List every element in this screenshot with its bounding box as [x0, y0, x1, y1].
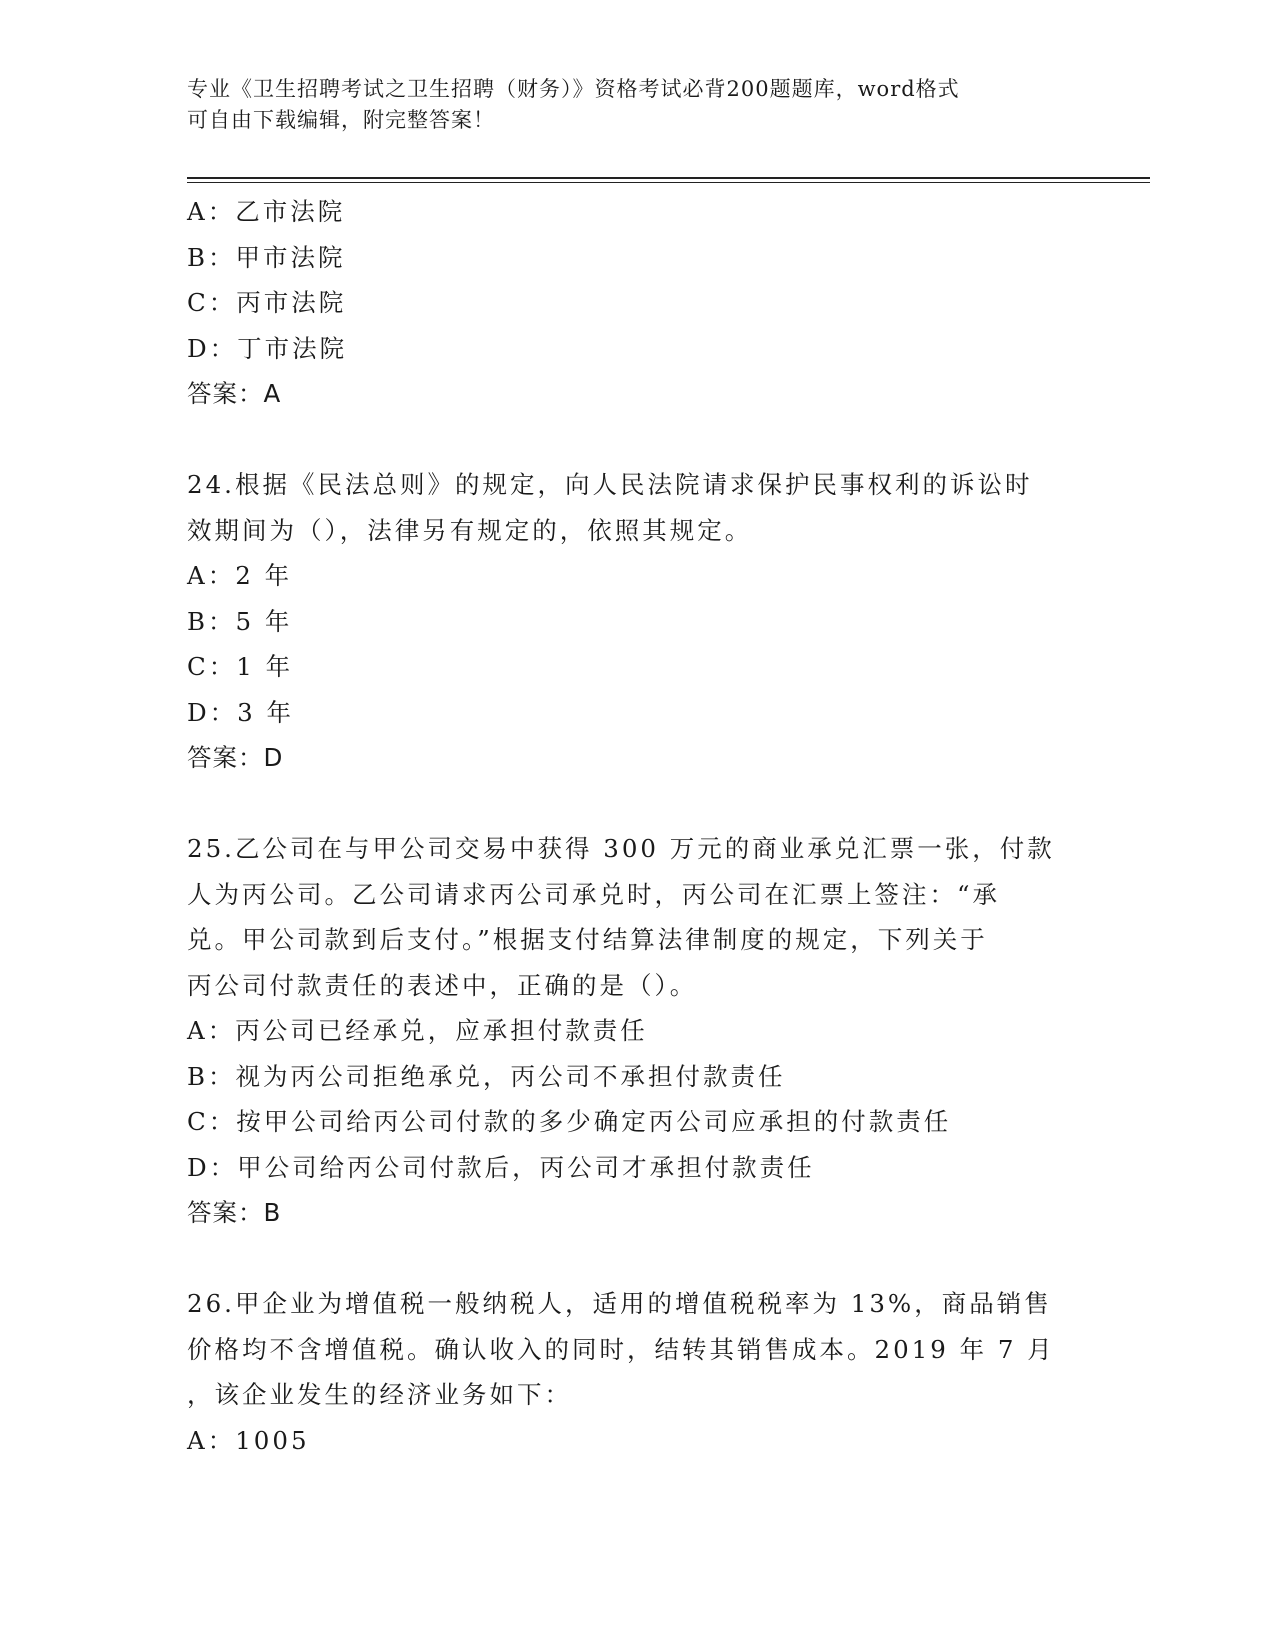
option-a: A：丙公司已经承兑，应承担付款责任 — [187, 1016, 648, 1045]
document-header — [187, 74, 1067, 136]
header-rule-thin — [187, 182, 1150, 183]
option-a: A：1005 — [187, 1425, 310, 1455]
header-rule-thick — [187, 177, 1150, 179]
option-d: D：甲公司给丙公司付款后，丙公司才承担付款责任 — [187, 1152, 815, 1182]
question-stem-line: 兑。甲公司款到后支付。”根据支付结算法律制度的规定，下列关于 — [187, 925, 988, 954]
option-a: A：乙市法院 — [187, 197, 346, 226]
option-b: B：甲市法院 — [187, 242, 346, 272]
spacer — [187, 1236, 1067, 1282]
option-b: B：视为丙公司拒绝承兑，丙公司不承担付款责任 — [187, 1061, 786, 1091]
document-body — [187, 189, 1067, 1463]
option-c: C：按甲公司给丙公司付款的多少确定丙公司应承担的付款责任 — [187, 1107, 952, 1136]
question-stem-line: 26.甲企业为增值税一般纳税人，适用的增值税税率为 13%，商品销售 — [187, 1289, 1052, 1318]
header-line-2: 可自由下载编辑，附完整答案！ — [187, 108, 495, 132]
option-c: C：1 年 — [187, 652, 294, 681]
answer: 答案：D — [187, 743, 284, 772]
option-a: A：2 年 — [187, 561, 293, 590]
question-stem-line: 丙公司付款责任的表述中，正确的是（）。 — [187, 970, 698, 1000]
question-stem-line: 价格均不含增值税。确认收入的同时，结转其销售成本。2019 年 7 月 — [187, 1334, 1055, 1364]
spacer — [187, 781, 1067, 827]
spacer — [187, 417, 1067, 463]
question-stem-line: 人为丙公司。乙公司请求丙公司承兑时，丙公司在汇票上签注：“承 — [187, 879, 1001, 909]
question-stem-line: ，该企业发生的经济业务如下： — [187, 1380, 572, 1409]
question-25 — [187, 826, 1067, 1236]
question-stem-line: 25.乙公司在与甲公司交易中获得 300 万元的商业承兑汇票一张，付款 — [187, 834, 1055, 863]
question-stem-line: 效期间为（），法律另有规定的，依照其规定。 — [187, 515, 753, 545]
question-26 — [187, 1281, 1067, 1463]
answer: 答案：B — [187, 1198, 282, 1227]
option-d: D：丁市法院 — [187, 333, 348, 363]
header-line-1: 专业《卫生招聘考试之卫生招聘（财务）》资格考试必背200题题库，word格式 — [187, 77, 960, 101]
question-24 — [187, 462, 1067, 781]
option-c: C：丙市法院 — [187, 288, 347, 317]
answer: 答案：A — [187, 379, 282, 408]
question-stem-line: 24.根据《民法总则》的规定，向人民法院请求保护民事权利的诉讼时 — [187, 470, 1033, 499]
option-b: B：5 年 — [187, 606, 293, 636]
question-23 — [187, 189, 1067, 417]
option-d: D：3 年 — [187, 697, 295, 727]
